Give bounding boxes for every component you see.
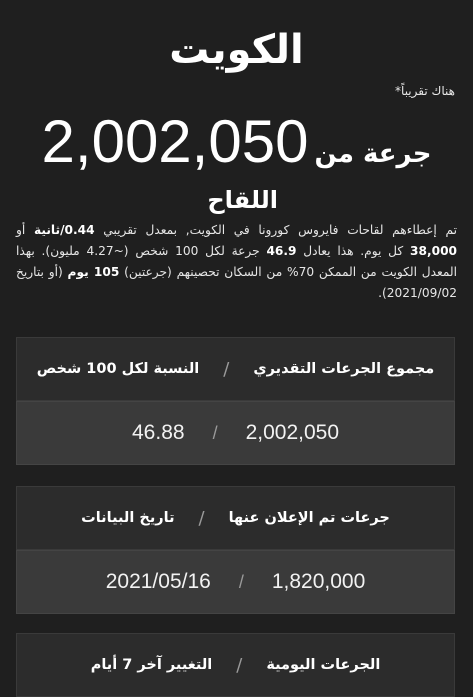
approx-label: هناك تقريباً* <box>395 84 455 98</box>
table-header-row <box>16 486 455 550</box>
vaccine-word: اللقاح <box>207 186 278 214</box>
table-header-row <box>16 633 455 697</box>
value-per-100: 46.88 <box>132 421 185 444</box>
header-7day-change: التغيير آخر 7 أيام <box>90 657 213 673</box>
stats-table-announced <box>16 486 455 614</box>
separator: / <box>223 358 230 380</box>
header-daily-doses: الجرعات اليومية <box>266 657 381 673</box>
header-data-date: تاريخ البيانات <box>81 510 175 526</box>
total-doses-headline <box>0 102 473 182</box>
doses-per-day: 38,000 <box>410 244 458 258</box>
total-doses-number: 2,002,050 <box>41 108 309 175</box>
rate-per-second: 0.44/ثانية <box>33 223 95 237</box>
header-estimated-total: مجموع الجرعات التقديري <box>253 361 435 377</box>
separator: / <box>236 654 243 676</box>
table-value-row <box>16 401 455 465</box>
stats-table-totals <box>16 337 455 465</box>
stats-table-daily <box>16 633 455 697</box>
value-announced-doses: 1,820,000 <box>271 570 366 593</box>
header-per-100: النسبة لكل 100 شخص <box>36 361 200 377</box>
doses-of-label: جرعة من <box>314 139 432 169</box>
separator: / <box>198 507 205 529</box>
para-text-5: (أو بتاريخ 2021/09/02). <box>16 265 457 300</box>
days-to-70-percent: 105 يوم <box>67 265 120 279</box>
doses-per-100: 46.9 <box>266 244 297 258</box>
header-announced-doses: جرعات تم الإعلان عنها <box>228 510 390 526</box>
para-text-4: جرعة لكل 100 شخص (~4.27 مليون). بهذا المعدل الكويت من الممكن 70% من السكان تحصينهم (جرعتين) <box>16 244 458 279</box>
value-data-date: 2021/05/16 <box>105 570 211 593</box>
para-text-1: تم إعطاءهم لقاحات فايروس كورونا في الكويت, بمعدل تقريبي <box>103 223 458 237</box>
table-value-row <box>16 550 455 614</box>
page-title: الكويت <box>169 27 304 73</box>
para-text-3: كل يوم. هذا يعادل <box>303 244 404 258</box>
separator: / <box>238 571 244 592</box>
summary-paragraph <box>16 220 457 304</box>
table-header-row <box>16 337 455 401</box>
value-estimated-total: 2,002,050 <box>245 421 340 444</box>
para-text-2: أو <box>16 223 26 237</box>
separator: / <box>212 422 218 443</box>
